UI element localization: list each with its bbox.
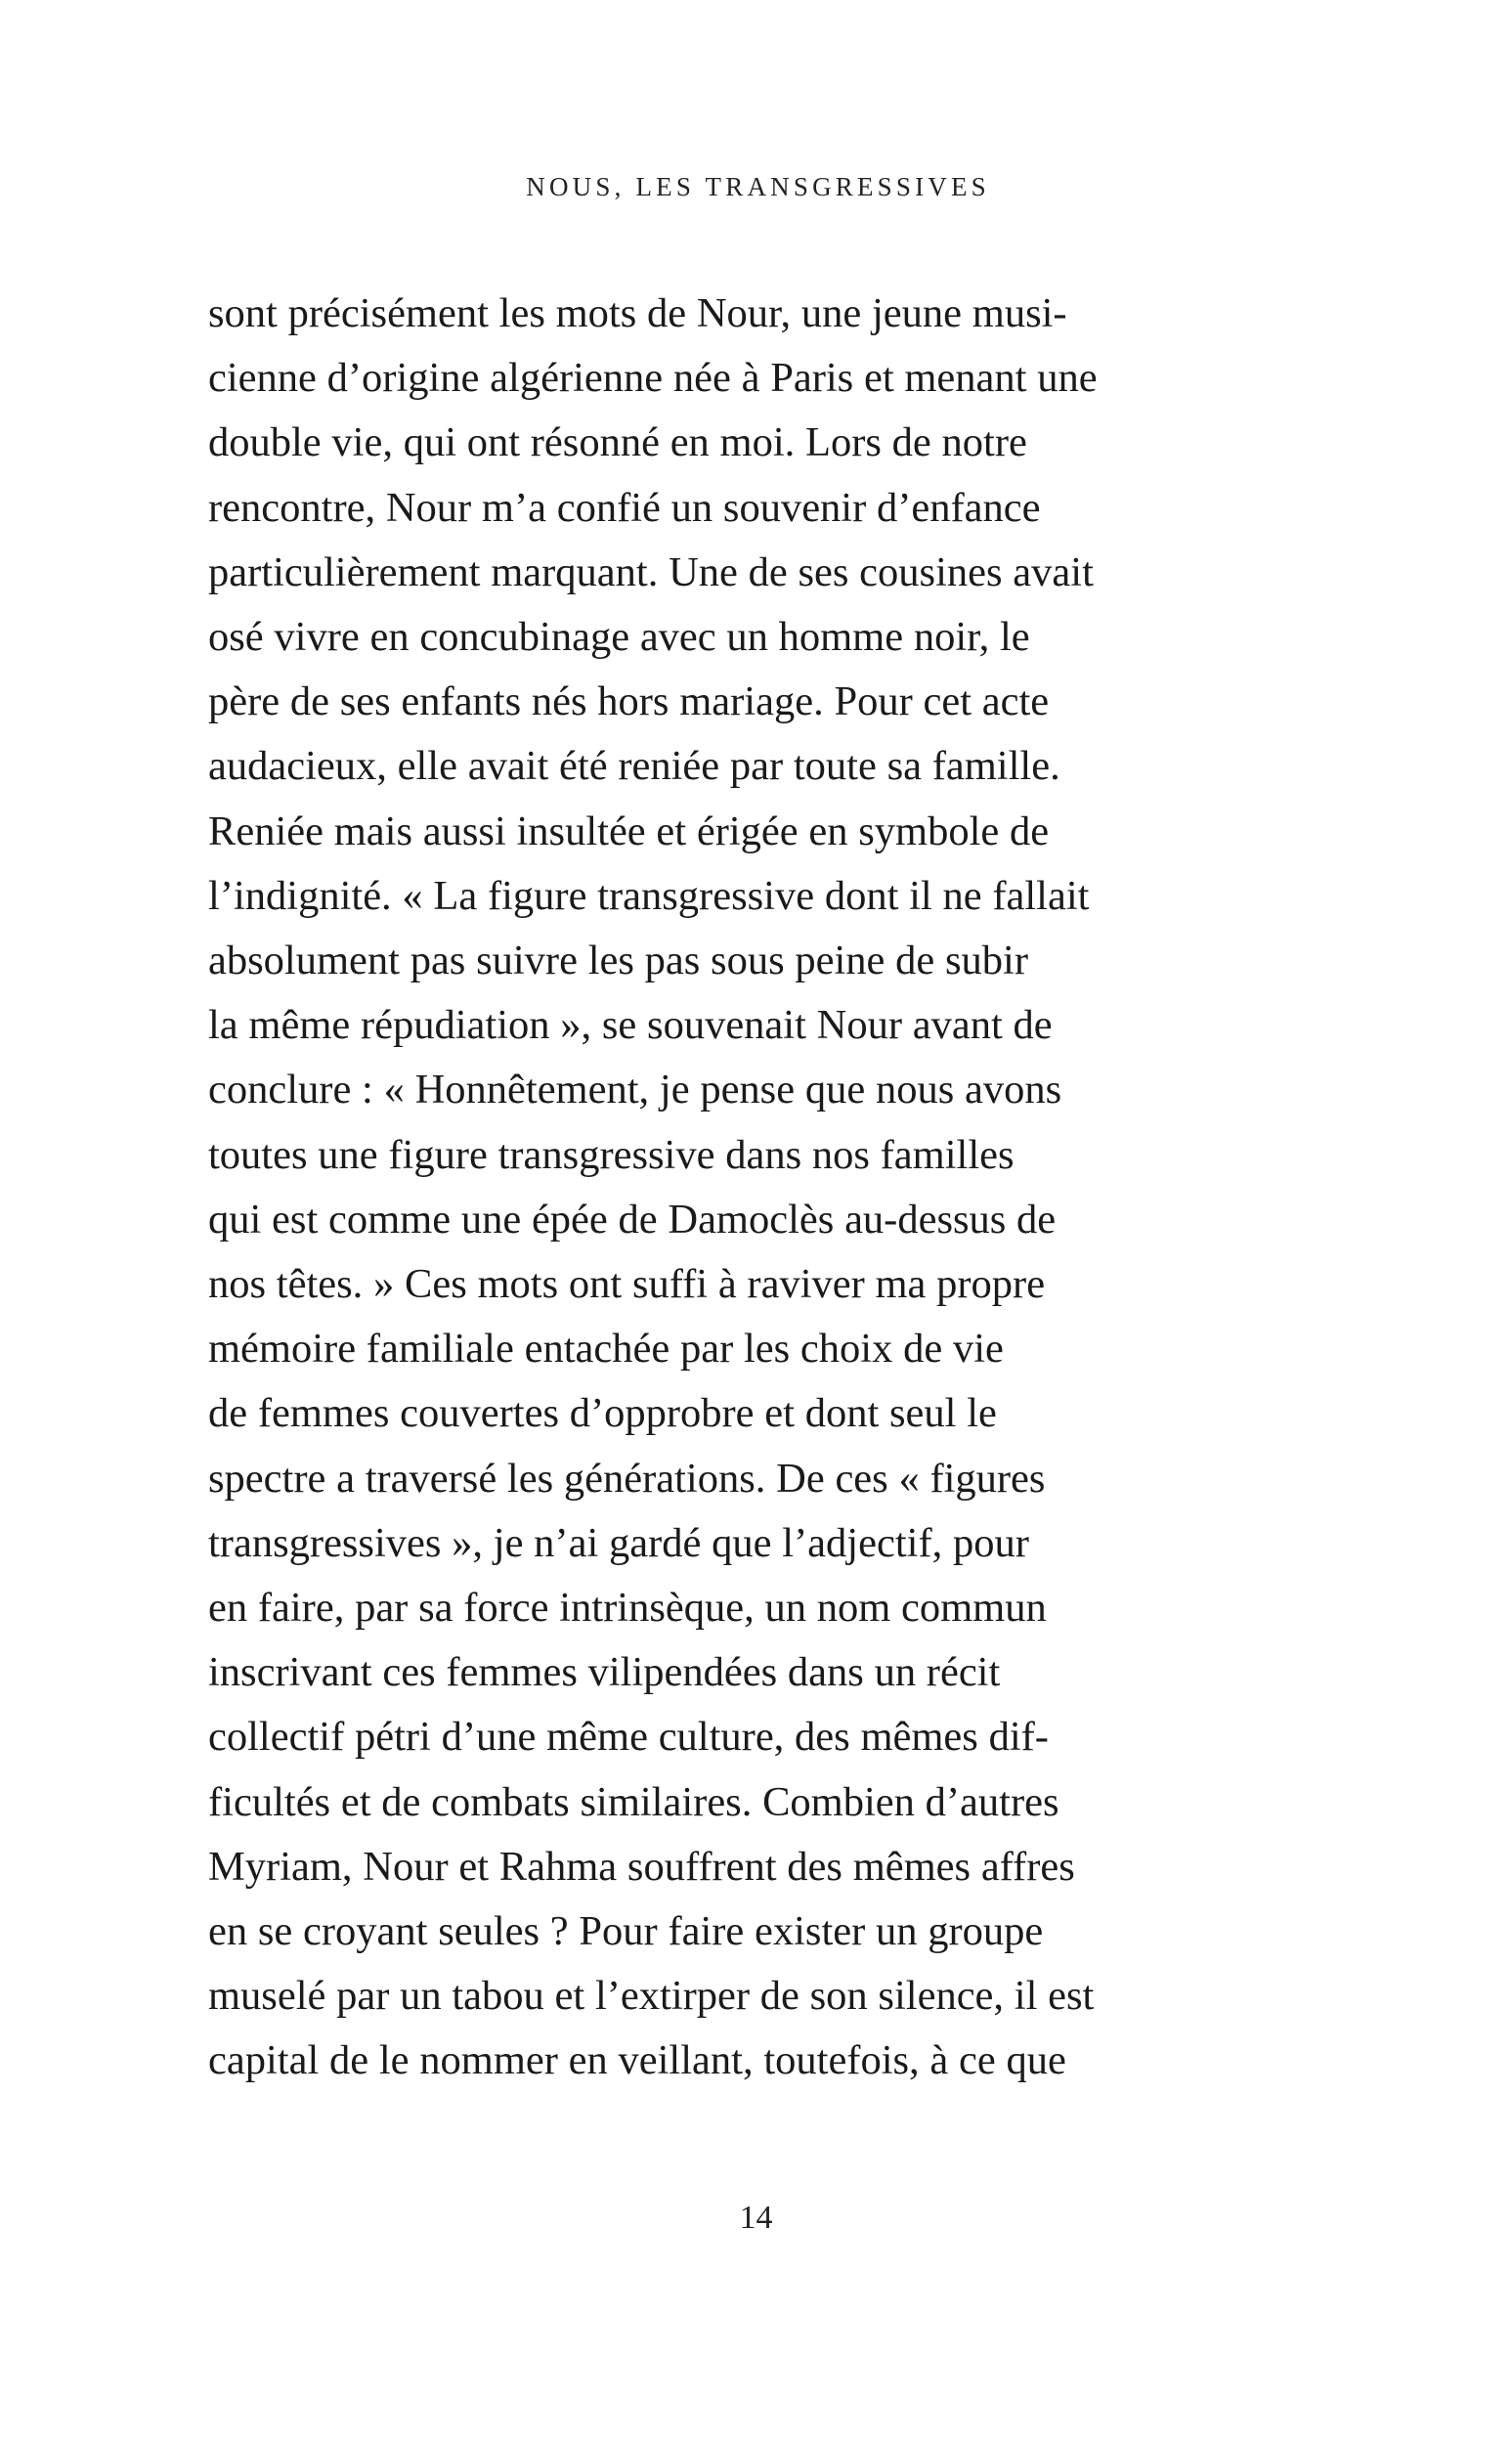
text-line: sont précisément les mots de Nour, une jeune musi- xyxy=(208,290,1067,336)
text-line: l’indignité. « La figure transgressive dont il ne fallait xyxy=(208,872,1090,919)
text-line: en se croyant seules ? Pour faire exister un groupe xyxy=(208,1908,1044,1955)
text-line: en faire, par sa force intrinsèque, un nom commun xyxy=(208,1585,1047,1632)
text-line: absolument pas suivre les pas sous peine de subir xyxy=(208,938,1028,984)
text-line: inscrivant ces femmes vilipendées dans un récit xyxy=(208,1649,1001,1696)
text-line: double vie, qui ont résonné en moi. Lors de notre xyxy=(208,419,1027,466)
text-line: conclure : « Honnêtement, je pense que nous avons xyxy=(208,1067,1062,1113)
text-line: transgressives », je n’ai gardé que l’adjectif, pour xyxy=(208,1519,1029,1566)
running-header: NOUS, LES TRANSGRESSIVES xyxy=(526,172,990,201)
text-line: toutes une figure transgressive dans nos familles xyxy=(208,1131,1015,1178)
text-line: Reniée mais aussi insultée et érigée en symbole de xyxy=(208,807,1050,854)
text-line: qui est comme une épée de Damoclès au-dessus de xyxy=(208,1196,1057,1243)
text-line: nos têtes. » Ces mots ont suffi à raviver ma propre xyxy=(208,1261,1046,1308)
text-line: Myriam, Nour et Rahma souffrent des mêmes affres xyxy=(208,1843,1075,1890)
text-line: particulièrement marquant. Une de ses cousines avait xyxy=(208,548,1094,595)
text-line: rencontre, Nour m’a confié un souvenir d’enfance xyxy=(208,484,1041,531)
text-line: cienne d’origine algérienne née à Paris et menant une xyxy=(208,355,1098,402)
text-line: muselé par un tabou et l’extirper de son silence, il est xyxy=(208,1973,1095,2020)
text-line: osé vivre en concubinage avec un homme noir, le xyxy=(208,614,1030,661)
page-number: 14 xyxy=(739,2200,773,2236)
text-line: mémoire familiale entachée par les choix de vie xyxy=(208,1326,1004,1373)
text-line: spectre a traversé les générations. De ces « figures xyxy=(208,1455,1046,1502)
text-line: de femmes couvertes d’opprobre et dont seul le xyxy=(208,1390,997,1437)
text-line: ficultés et de combats similaires. Combien d’autres xyxy=(208,1778,1059,1825)
text-line: capital de le nommer en veillant, toutefois, à ce que xyxy=(208,2037,1066,2084)
body-paragraph xyxy=(208,282,1309,2094)
text-line: père de ses enfants nés hors mariage. Pour cet acte xyxy=(208,678,1050,725)
text-line: la même répudiation », se souvenait Nour avant de xyxy=(208,1002,1053,1049)
text-line: collectif pétri d’une même culture, des mêmes dif- xyxy=(208,1714,1049,1761)
body-text-block xyxy=(208,282,1309,2094)
text-line: audacieux, elle avait été reniée par toute sa famille. xyxy=(208,743,1060,790)
